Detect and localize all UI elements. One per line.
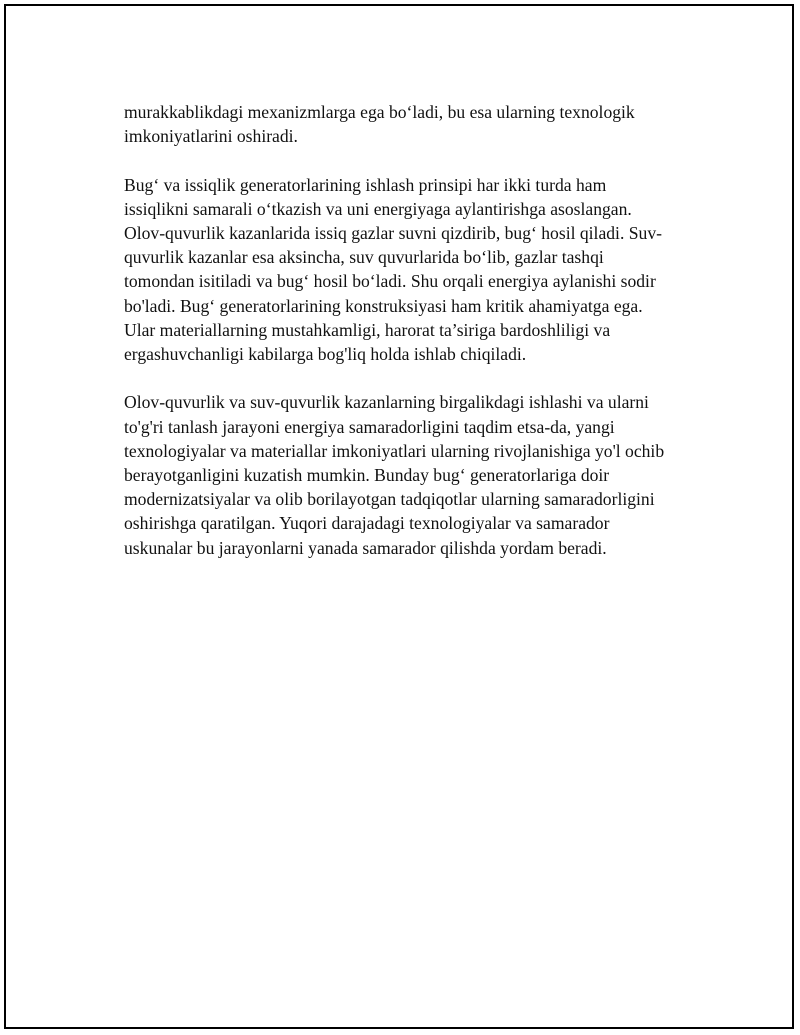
text-line: to'g'ri tanlash jarayoni energiya samaradorligini taqdim etsa-da, yangi [124, 416, 615, 437]
paragraph [124, 173, 694, 367]
text-line: imkoniyatlarini oshiradi. [124, 126, 298, 147]
text-line: quvurlik kazanlar esa aksincha, suv quvurlarida bo‘lib, gazlar tashqi [124, 247, 604, 268]
text-line: texnologiyalar va materiallar imkoniyatlari ularning rivojlanishiga yo'l ochib [124, 440, 665, 461]
text-line: ergashuvchanligi kabilarga bog'liq holda ishlab chiqiladi. [124, 344, 527, 365]
paragraph [124, 390, 694, 559]
page-frame [4, 4, 794, 1029]
text-line: murakkablikdagi mexanizmlarga ega bo‘ladi, bu esa ularning texnologik [124, 102, 635, 122]
text-line: modernizatsiyalar va olib borilayotgan tadqiqotlar ularning samaradorligini [124, 489, 655, 510]
text-line: Bug‘ va issiqlik generatorlarining ishlash prinsipi har ikki turda ham [124, 174, 607, 195]
text-line: bo'ladi. Bug‘ generatorlarining konstruksiyasi ham kritik ahamiyatga ega. [124, 295, 643, 316]
text-line: berayotganligini kuzatish mumkin. Bunday bug‘ generatorlariga doir [124, 465, 610, 486]
text-line: Olov-quvurlik kazanlarida issiq gazlar suvni qizdirib, bug‘ hosil qiladi. Suv- [124, 223, 662, 243]
text-line: Ular materiallarning mustahkamligi, harorat ta’siriga bardoshliligi va [124, 319, 611, 340]
text-line: Olov-quvurlik va suv-quvurlik kazanlarning birgalikdagi ishlashi va ularni [124, 392, 649, 413]
paragraph [124, 100, 694, 148]
text-line: tomondan isitiladi va bug‘ hosil bo‘ladi. Shu orqali energiya aylanishi sodir [124, 271, 656, 292]
text-line: uskunalar bu jarayonlarni yanada samarador qilishda yordam beradi. [124, 537, 607, 558]
document-body [124, 100, 694, 584]
text-line: oshirishga qaratilgan. Yuqori darajadagi texnologiyalar va samarador [124, 513, 610, 534]
text-line: issiqlikni samarali o‘tkazish va uni energiyaga aylantirishga asoslangan. [124, 198, 632, 219]
